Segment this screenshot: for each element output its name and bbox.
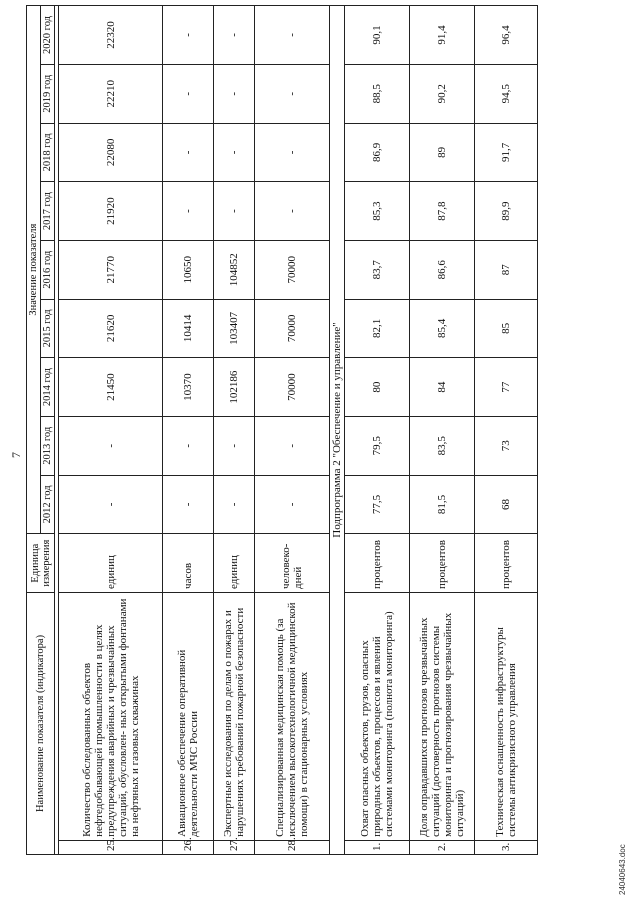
value-cell: 81,5: [410, 475, 475, 534]
value-cell: 85,4: [410, 299, 475, 358]
value-cell: 84: [410, 358, 475, 417]
table-row: [214, 6, 255, 855]
value-cell: 22320: [59, 6, 163, 65]
value-cell: -: [214, 123, 255, 182]
value-cell: 21450: [59, 358, 163, 417]
value-cell: 90,1: [345, 6, 410, 65]
indicator-name: Экспертные исследования по делам о пожарах и нарушениях требований пожарной безопасности: [214, 592, 255, 840]
row-number: 2.: [410, 840, 475, 854]
value-cell: -: [163, 123, 214, 182]
table-row: [59, 6, 163, 855]
header-year-6: 2018 год: [41, 123, 55, 182]
value-cell: 21770: [59, 240, 163, 299]
value-cell: 96,4: [475, 6, 538, 65]
value-cell: 90,2: [410, 64, 475, 123]
value-cell: -: [163, 416, 214, 475]
value-cell: 86,6: [410, 240, 475, 299]
header-unit-column: Единица измерения: [27, 534, 55, 593]
indicator-name: Охват опасных объектов, грузов, опасных природных объектов, процессов и явлений системами мониторинга (полнота мониторинга): [345, 592, 410, 840]
value-cell: -: [255, 182, 330, 241]
indicator-name: Специализированная медицинская помощь (за исключением высокотехнологичной медицинской помощи) в стационарных условиях: [255, 592, 330, 840]
value-cell: -: [214, 6, 255, 65]
row-number: 1.: [345, 840, 410, 854]
value-cell: 103407: [214, 299, 255, 358]
page-number: 7: [9, 452, 23, 458]
header-year-1: 2013 год: [41, 416, 55, 475]
value-cell: 22210: [59, 64, 163, 123]
value-cell: 70000: [255, 240, 330, 299]
value-cell: 70000: [255, 358, 330, 417]
indicators-table: [26, 5, 538, 855]
table-row: [345, 6, 410, 855]
value-cell: -: [163, 475, 214, 534]
value-cell: 80: [345, 358, 410, 417]
value-cell: 77,5: [345, 475, 410, 534]
value-cell: -: [255, 475, 330, 534]
header-year-5: 2017 год: [41, 182, 55, 241]
value-cell: 102186: [214, 358, 255, 417]
row-number: 28.: [255, 840, 330, 854]
section-title: Подпрограмма 2 "Обеспечение и управление": [330, 6, 345, 855]
unit-of-measure: процентов: [475, 534, 538, 593]
row-number: 26.: [163, 840, 214, 854]
header-year-0: 2012 год: [41, 475, 55, 534]
table-row: [255, 6, 330, 855]
value-cell: 87,8: [410, 182, 475, 241]
value-cell: 79,5: [345, 416, 410, 475]
value-cell: -: [255, 416, 330, 475]
value-cell: -: [214, 182, 255, 241]
value-cell: -: [255, 6, 330, 65]
unit-of-measure: часов: [163, 534, 214, 593]
value-cell: 88,5: [345, 64, 410, 123]
value-cell: 77: [475, 358, 538, 417]
value-cell: -: [163, 6, 214, 65]
value-cell: 89,9: [475, 182, 538, 241]
value-cell: 87: [475, 240, 538, 299]
header-year-4: 2016 год: [41, 240, 55, 299]
row-number: 3.: [475, 840, 538, 854]
value-cell: 70000: [255, 299, 330, 358]
unit-of-measure: единиц: [214, 534, 255, 593]
value-cell: 10650: [163, 240, 214, 299]
indicator-name: Техническая оснащенность инфраструктуры системы антикризисного управления: [475, 592, 538, 840]
value-cell: 91,7: [475, 123, 538, 182]
value-cell: 82,1: [345, 299, 410, 358]
indicator-name: Количество обследованных объектов нефтедобывающей промышленности в целях предупреждения аварийных и чрезвычайных ситуаций, обусловлен- ных открытыми фонтанами на нефтяных и газовых скважинах: [59, 592, 163, 840]
value-cell: 21920: [59, 182, 163, 241]
table-row: [475, 6, 538, 855]
value-cell: -: [255, 123, 330, 182]
value-cell: 10370: [163, 358, 214, 417]
value-cell: 22080: [59, 123, 163, 182]
value-cell: -: [59, 416, 163, 475]
value-cell: 83,5: [410, 416, 475, 475]
value-cell: 86,9: [345, 123, 410, 182]
header-year-2: 2014 год: [41, 358, 55, 417]
value-cell: 73: [475, 416, 538, 475]
header-year-8: 2020 год: [41, 6, 55, 65]
value-cell: -: [163, 64, 214, 123]
unit-of-measure: человеко- дней: [255, 534, 330, 593]
value-cell: 68: [475, 475, 538, 534]
value-cell: -: [255, 64, 330, 123]
row-number: 25.: [59, 840, 163, 854]
value-cell: -: [214, 64, 255, 123]
unit-of-measure: процентов: [410, 534, 475, 593]
indicator-name: Авиационное обеспечение оперативной деятельности МЧС России: [163, 592, 214, 840]
value-cell: 85,3: [345, 182, 410, 241]
value-cell: -: [163, 182, 214, 241]
header-year-7: 2019 год: [41, 64, 55, 123]
value-cell: 89: [410, 123, 475, 182]
unit-of-measure: единиц: [59, 534, 163, 593]
unit-of-measure: процентов: [345, 534, 410, 593]
value-cell: 94,5: [475, 64, 538, 123]
value-cell: -: [59, 475, 163, 534]
footer-file-code: 24040643.doc: [618, 844, 627, 895]
value-cell: 10414: [163, 299, 214, 358]
table-row: [163, 6, 214, 855]
indicator-name: Доля оправдавшихся прогнозов чрезвычайных ситуаций (достоверность прогнозов системы мониторинга и прогнозирования чрезвычайных ситуаций): [410, 592, 475, 840]
value-cell: -: [214, 416, 255, 475]
row-number: 27.: [214, 840, 255, 854]
table-row: [410, 6, 475, 855]
value-cell: 21620: [59, 299, 163, 358]
value-cell: -: [214, 475, 255, 534]
value-cell: 91,4: [410, 6, 475, 65]
value-cell: 83,7: [345, 240, 410, 299]
value-cell: 104852: [214, 240, 255, 299]
header-values-group: Значение показателя: [27, 6, 41, 534]
value-cell: 85: [475, 299, 538, 358]
header-name-column: Наименование показателя (индикатора): [27, 592, 55, 854]
header-year-3: 2015 год: [41, 299, 55, 358]
